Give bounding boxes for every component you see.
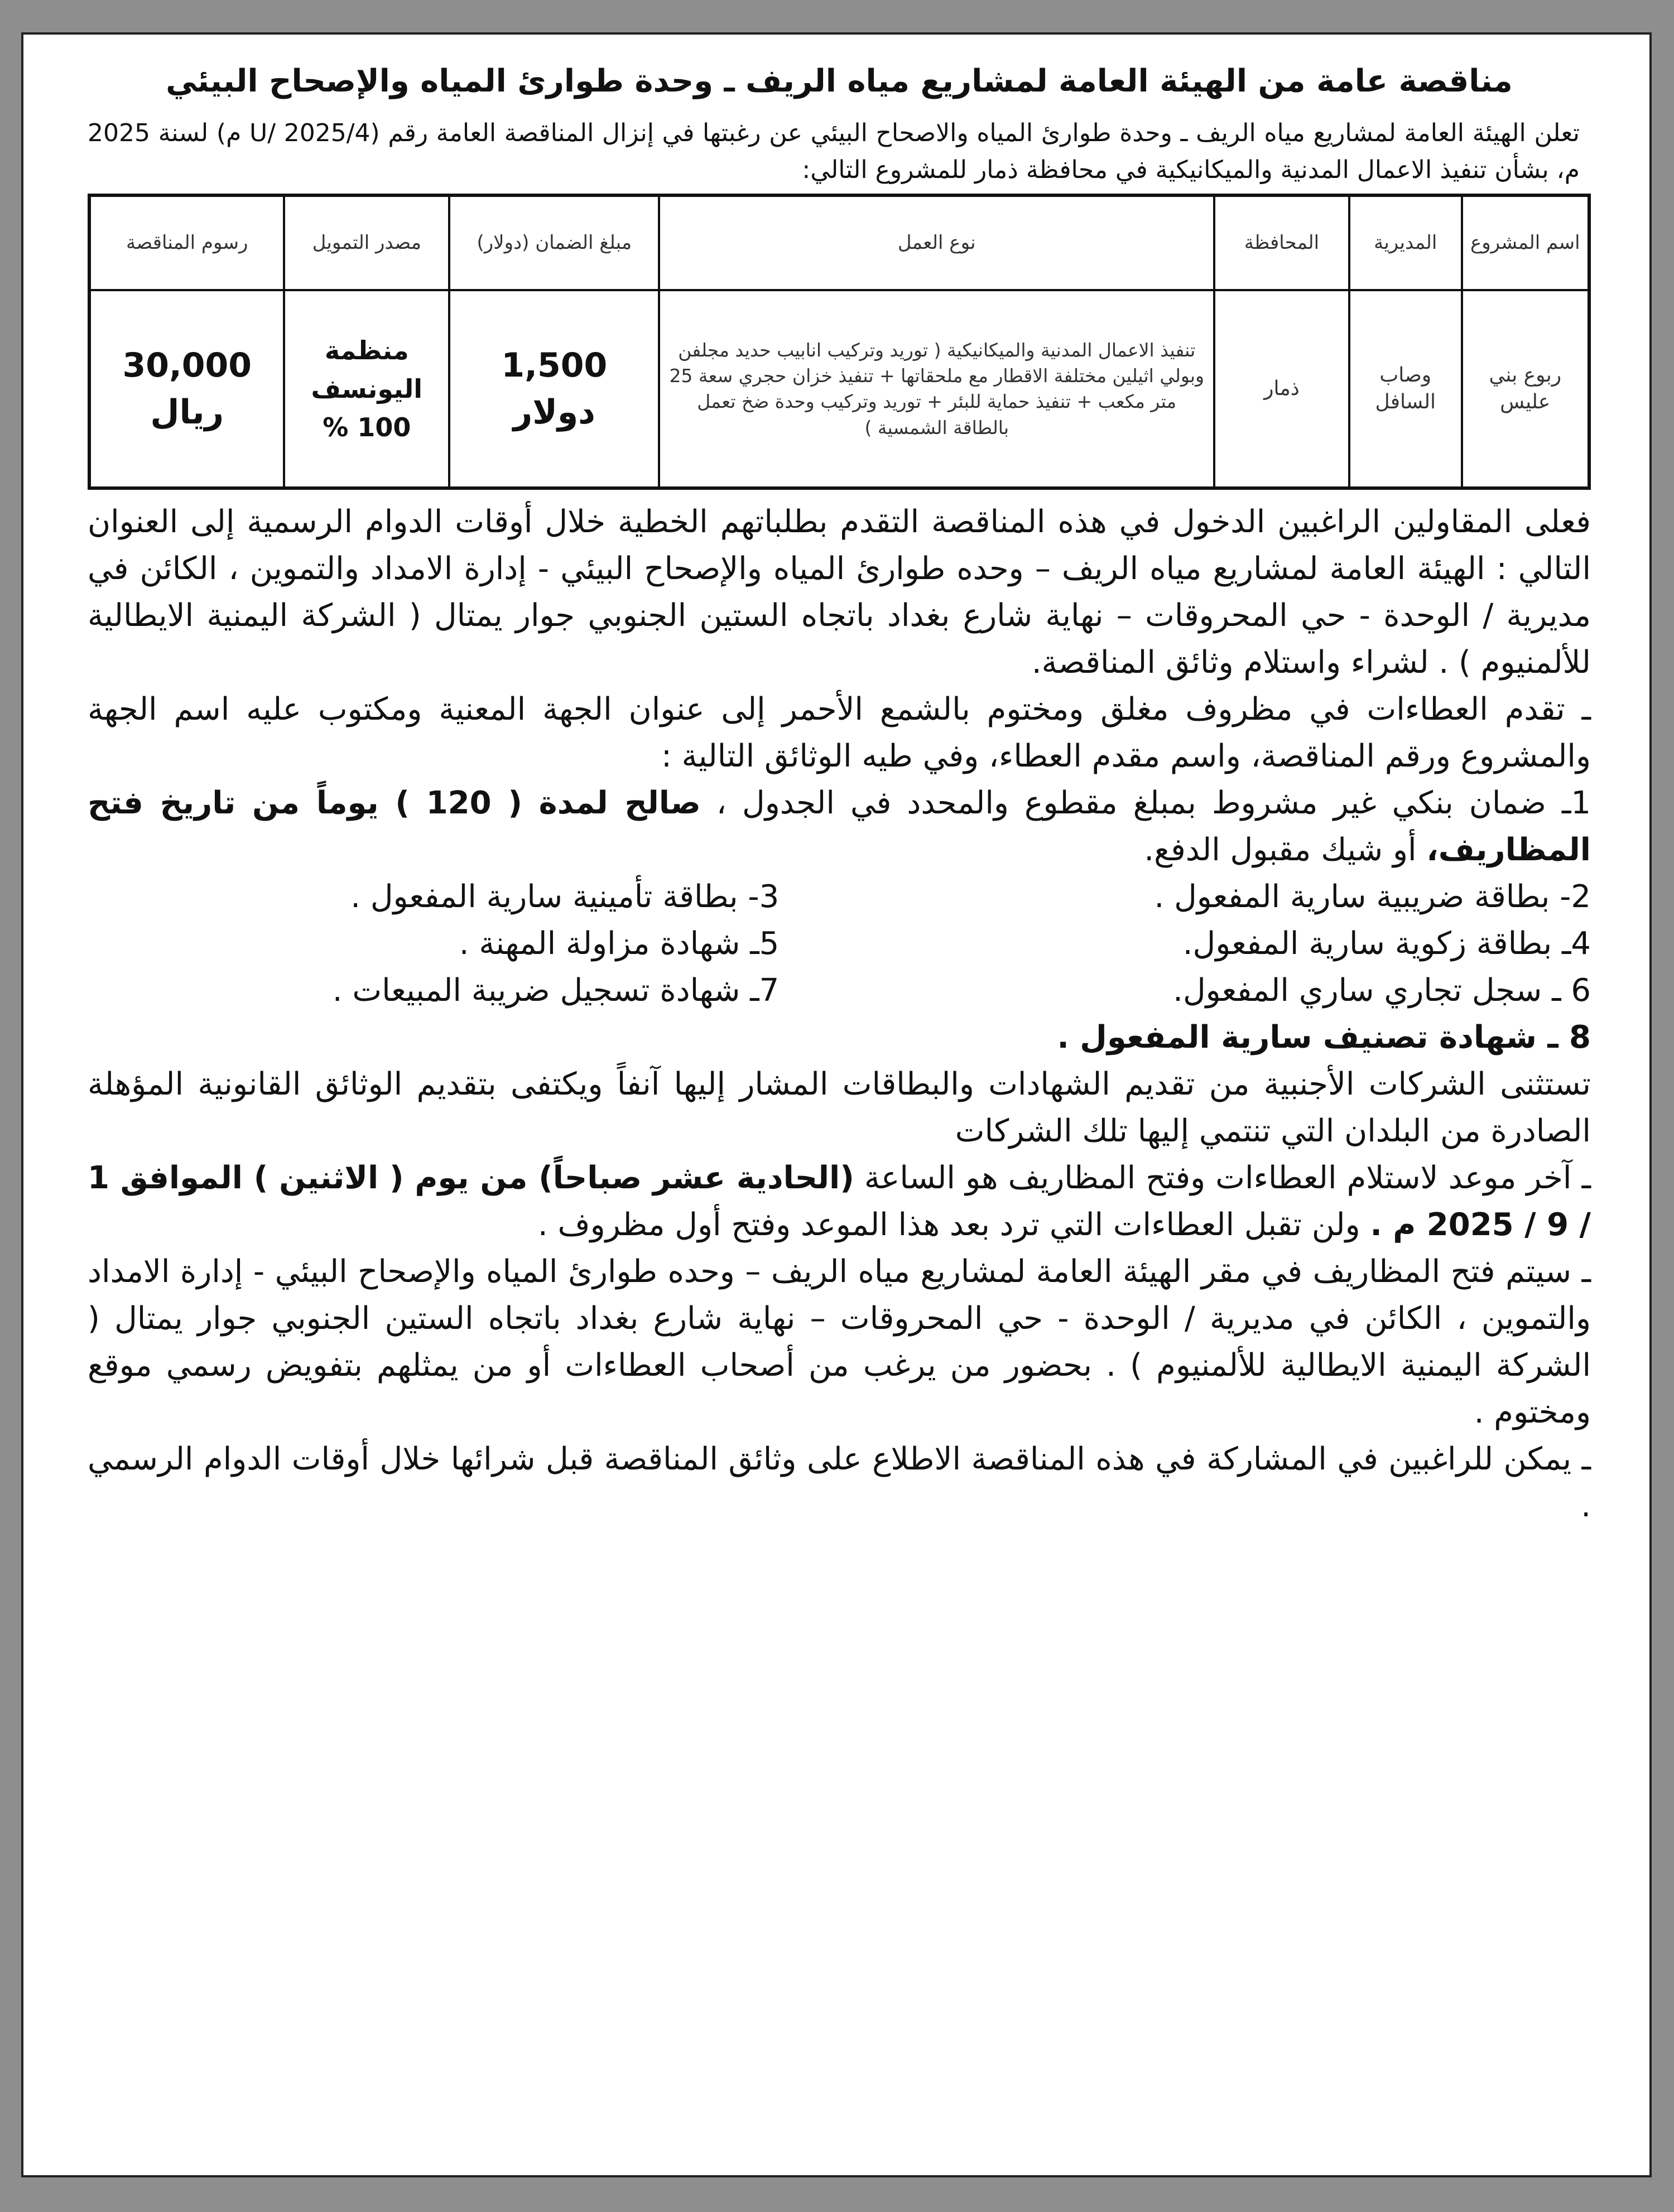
requirement-item-4: 4ـ بطاقة زكوية سارية المفعول. (1182, 926, 1591, 962)
notice-title: مناقصة عامة من الهيئة العامة لمشاريع مياه الريف ـ وحدة طوارئ المياه والإصحاح البيئي (166, 63, 1513, 99)
deadline-paragraph (88, 1155, 1591, 1249)
cell-project: ربوع بني عليس (1462, 290, 1589, 488)
table-row (89, 290, 1589, 488)
requirement-item-8: 8 ـ شهادة تصنيف سارية المفعول . (1057, 1019, 1591, 1056)
opening-paragraph: ـ سيتم فتح المظاريف في مقر الهيئة العامة لمشاريع مياه الريف – وحده طوارئ المياه والإصحاح البيئي - إدارة الامداد والتموين ، الكائن في مديرية / الوحدة - حي المحروقات – نهاية شارع بغداد باتجاه الستين الجنوبي جوار يمتال ( الشركة اليمنية الايطالية للألمنيوم ) . بحضور من يرغب من أصحاب العطاءات أو من يمثلهم بتفويض رسمي موقع ومختوم . (88, 1254, 1591, 1431)
cell-funding (284, 290, 449, 488)
header-project: اسم المشروع (1462, 195, 1589, 290)
header-governorate: المحافظة (1214, 195, 1349, 290)
tender-table (88, 194, 1591, 490)
header-fees: رسوم المناقصة (89, 195, 284, 290)
cell-district: وصاب السافل (1349, 290, 1462, 488)
header-funding: مصدر التمويل (284, 195, 449, 290)
tender-notice-page (21, 32, 1652, 2177)
deadline-note: ولن تقبل العطاءات التي ترد بعد هذا الموعد وفتح أول مظروف . (537, 1207, 1370, 1244)
item-1-cheque: أو شيك مقبول الدفع. (1144, 832, 1427, 869)
deadline-intro: ـ آخر موعد لاستلام العطاءات وفتح المظاريف هو الساعة (854, 1160, 1591, 1197)
cell-guarantee (449, 290, 659, 488)
envelope-paragraph: ـ تقدم العطاءات في مظروف مغلق ومختوم بالشمع الأحمر إلى عنوان الجهة المعنية ومكتوب عليه اسم الجهة والمشروع ورقم المناقصة، واسم مقدم العطاء، وفي طيه الوثائق التالية : (88, 691, 1591, 775)
foreign-companies-paragraph: تستثنى الشركات الأجنبية من تقديم الشهادات والبطاقات المشار إليها آنفاً ويكتفى بتقديم الوثائق القانونية المؤهلة الصادرة من البلدان التي تنتمي إليها تلك الشركات (88, 1066, 1591, 1150)
review-paragraph: ـ يمكن للراغبين في المشاركة في هذه المناقصة الاطلاع على وثائق المناقصة قبل شرائها خلال أوقات الدوام الرسمي . (88, 1441, 1591, 1525)
fees-amount: 30,000 (122, 346, 252, 385)
table-header-row (89, 195, 1589, 290)
guarantee-unit: دولار (513, 393, 595, 432)
fees-unit: ريال (150, 393, 224, 432)
item-1-text: 1ـ ضمان بنكي غير مشروط بمبلغ مقطوع والمحدد في الجدول ، (700, 785, 1591, 822)
requirements-row-2-3 (88, 874, 1591, 921)
header-work-type: نوع العمل (659, 195, 1214, 290)
requirement-item-7: 7ـ شهادة تسجيل ضريبة المبيعات . (332, 972, 780, 1009)
requirement-item-3: 3- بطاقة تأمينية سارية المفعول . (350, 879, 780, 915)
cell-fees (89, 290, 284, 488)
cell-work-type: تنفيذ الاعمال المدنية والميكانيكية ( توريد وتركيب انابيب حديد مجلفن وبولي اثيلين مختلفة الاقطار مع ملحقاتها + تنفيذ خزان حجري سعة 25 متر مكعب + تنفيذ حماية للبئر + توريد وتركيب وحدة ضخ تعمل بالطاقة الشمسية ) (659, 290, 1214, 488)
funding-percent: 100 % (323, 412, 411, 442)
deadline-datetime: (الحادية عشر صباحاً) من يوم ( الاثنين ) الموافق 1 / 9 / 2025 م . (88, 1160, 1591, 1244)
requirement-item-1 (88, 780, 1591, 874)
header-district: المديرية (1349, 195, 1462, 290)
guarantee-amount: 1,500 (501, 346, 608, 385)
requirement-item-6: 6 ـ سجل تجاري ساري المفعول. (1173, 972, 1591, 1009)
item-1-validity: صالح لمدة ( 120 ) يوماً من تاريخ فتح المظاريف، (88, 785, 1591, 869)
requirements-row-4-5 (88, 921, 1591, 967)
intro-paragraph: تعلن الهيئة العامة لمشاريع مياه الريف ـ وحدة طوارئ المياه والاصحاح البيئي عن رغبتها في إنزال المناقصة العامة رقم (4/U/ 2025 م) لسنة 2025 م، بشأن تنفيذ الاعمال المدنية والميكانيكية في محافظة ذمار للمشروع التالي: (88, 118, 1580, 185)
requirement-item-5: 5ـ شهادة مزاولة المهنة . (459, 926, 780, 962)
header-guarantee: مبلغ الضمان (دولار) (449, 195, 659, 290)
funding-source: منظمة اليونسف (311, 335, 423, 404)
requirement-item-2: 2- بطاقة ضريبية سارية المفعول . (1154, 879, 1591, 915)
requirements-row-6-7 (88, 967, 1591, 1014)
submission-paragraph: فعلى المقاولين الراغبين الدخول في هذه المناقصة التقدم بطلباتهم الخطية خلال أوقات الدوام الرسمية إلى العنوان التالي : الهيئة العامة لمشاريع مياه الريف – وحده طوارئ المياه والإصحاح البيئي - إدارة الامداد والتموين ، الكائن في مديرية / الوحدة - حي المحروقات – نهاية شارع بغداد باتجاه الستين الجنوبي جوار يمتال ( الشركة اليمنية الايطالية للألمنيوم ) . لشراء واستلام وثائق المناقصة. (88, 504, 1591, 681)
cell-governorate: ذمار (1214, 290, 1349, 488)
